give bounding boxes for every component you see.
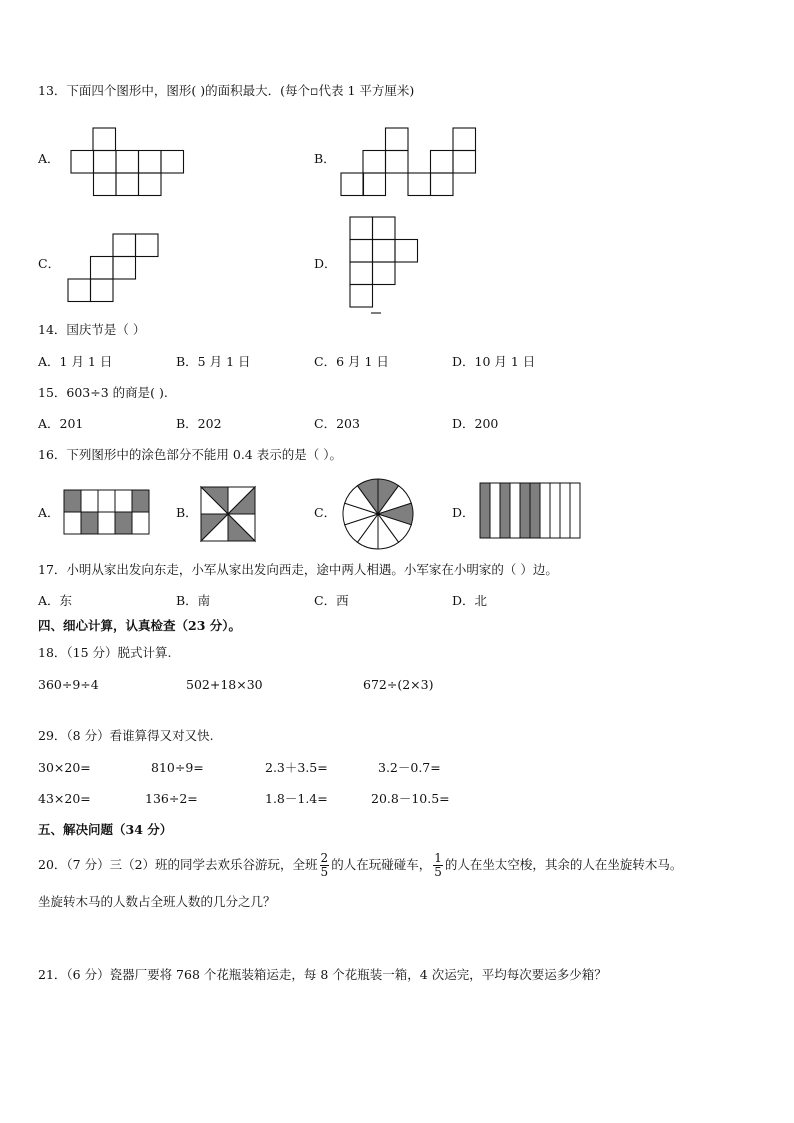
q16-option-d-label[interactable]: D． [452,505,475,520]
q18-stem: 18．（15 分）脱式计算. [38,645,172,660]
q13-figure-a [70,127,186,197]
q14-option-b[interactable]: B．5 月 1 日 [176,354,251,369]
section-5-heading: 五、解决问题（34 分） [38,822,173,837]
q19-r1-c1: 30×20= [38,760,91,775]
q15-option-d[interactable]: D．200 [452,416,499,431]
q13-option-d-label[interactable]: D． [314,256,337,271]
q17-option-d[interactable]: D．北 [452,593,488,608]
q14-option-d[interactable]: D．10 月 1 日 [452,354,536,369]
q18-item-2: 502+18×30 [186,677,263,692]
q20-fraction-2-5 [320,852,330,879]
q18-item-1: 360÷9÷4 [38,677,99,692]
q16-figure-b [200,486,256,542]
q13-option-a-label[interactable]: A． [38,151,60,166]
q15-stem: 15．603÷3 的商是( ). [38,385,168,400]
q19-r1-c4: 3.2－0.7= [378,760,441,775]
q14-option-c[interactable]: C．6 月 1 日 [314,354,389,369]
q16-option-a-label[interactable]: A． [38,505,60,520]
q13-option-b-label[interactable]: B． [314,151,336,166]
q13-figure-d [349,216,421,316]
q14-stem: 14．国庆节是（ ） [38,322,146,337]
q21-stem: 21．（6 分）瓷器厂要将 768 个花瓶装箱运走，每 8 个花瓶装一箱，4 次运完，平均每次要运多少箱？ [38,967,607,982]
q19-r2-c1: 43×20= [38,791,91,806]
q19-r1-c2: 810÷9= [151,760,204,775]
section-4-heading: 四、细心计算，认真检查（23 分）。 [38,618,241,633]
q20-line-1 [38,850,682,880]
q19-r2-c3: 1.8－1.4= [265,791,328,806]
q14-option-a[interactable]: A．1 月 1 日 [38,354,113,369]
q16-figure-c [341,477,415,551]
q19-r1-c3: 2.3＋3.5= [265,760,328,775]
q20-text-1: 20．（7 分）三（2）班的同学去欢乐谷游玩，全班 [38,857,318,872]
q16-figure-a [63,489,151,537]
q13-figure-b [340,127,478,197]
q16-stem: 16．下列图形中的涂色部分不能用 0.4 表示的是（ ）。 [38,447,342,462]
q17-stem: 17．小明从家出发向东走，小军从家出发向西走，途中两人相遇。小军家在小明家的（ ）边。 [38,562,558,577]
q15-option-a[interactable]: A．201 [38,416,84,431]
q20-line-2: 坐旋转木马的人数占全班人数的几分之几？ [38,894,276,909]
q20-text-2: 的人在玩碰碰车， [331,857,432,872]
q20-frac1-numerator: 2 [320,851,329,865]
q20-fraction-1-5 [433,852,443,879]
q20-frac1-denominator: 5 [320,865,329,879]
q19-stem: 29．（8 分）看谁算得又对又快. [38,728,214,743]
q16-figure-d [479,482,581,540]
q13-stem: 13．下面四个图形中，图形( )的面积最大．(每个▫代表 1 平方厘米) [38,83,415,98]
q13-figure-c [67,233,161,303]
q15-option-b[interactable]: B．202 [176,416,222,431]
q17-option-a[interactable]: A．东 [38,593,73,608]
q16-option-c-label[interactable]: C． [314,505,337,520]
q16-option-b-label[interactable]: B． [176,505,198,520]
q20-text-3: 的人在坐太空梭，其余的人在坐旋转木马。 [444,857,683,872]
q15-option-c[interactable]: C．203 [314,416,360,431]
q20-frac2-denominator: 5 [434,865,442,879]
q20-frac2-numerator: 1 [434,851,442,865]
q13-option-c-label[interactable]: C． [38,256,61,271]
q19-r2-c4: 20.8－10.5= [371,791,450,806]
q18-item-3: 672÷(2×3) [363,677,434,692]
q17-option-b[interactable]: B．南 [176,593,211,608]
q19-r2-c2: 136÷2= [145,791,198,806]
q17-option-c[interactable]: C．西 [314,593,349,608]
